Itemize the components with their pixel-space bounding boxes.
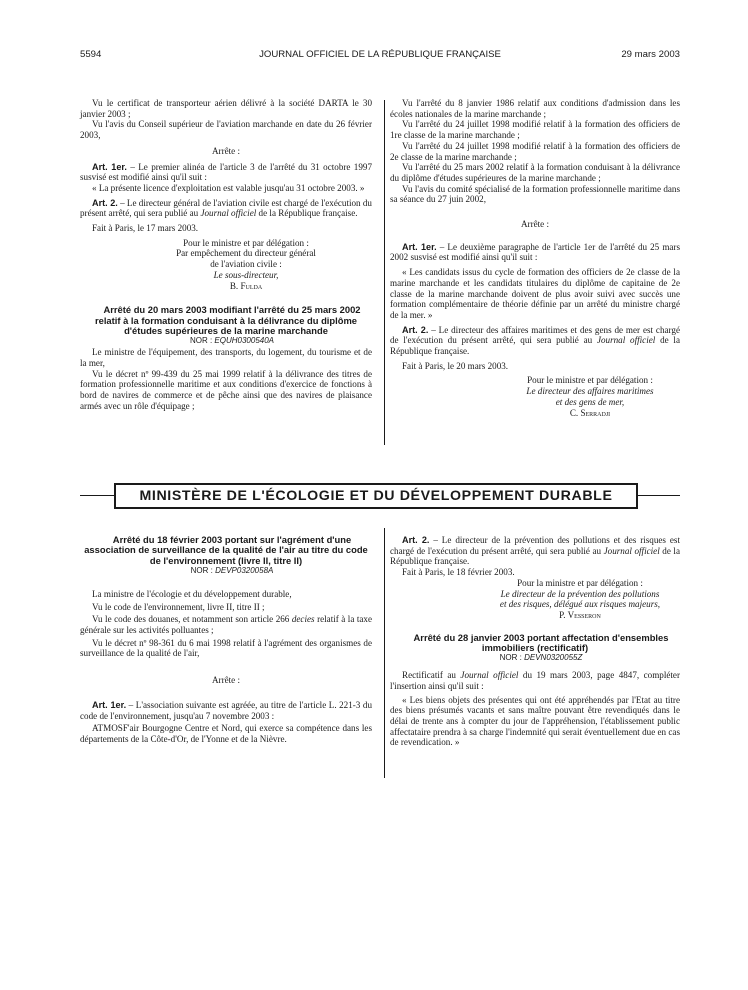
signature-role: Le directeur des affaires maritimes <box>526 386 654 397</box>
article-label: Art. 2. <box>402 535 430 545</box>
arrete-heading: Arrête : <box>520 219 550 230</box>
signature-role: et des risques, délégué aux risques majeurs, <box>499 599 661 610</box>
article-label: Art. 1er. <box>402 241 437 252</box>
paragraph: Vu l'avis du Conseil supérieur de l'aviation marchande en date du 26 février 2003, <box>80 119 372 141</box>
signature-block <box>390 578 680 621</box>
quote: « Les biens objets des présentes qui ont été appréhendés par l'Etat au titre des biens présumés vacants et sans maître pouvant être revendiqués dans le délai de trente ans à compter du jour de l'appréhension, l'établissement public affectataire prendra à sa charge l'indemnité qui serait éventuellement due en cas de revendication. » <box>390 694 680 748</box>
article-text: – Le directeur de la prévention des pollutions et des risques est chargé de l'exécution du présent arrêté, qui sera publié au <box>390 535 680 556</box>
article-label: Art. 2. <box>92 197 118 208</box>
paragraph: Vu le décret nº 98-361 du 6 mai 1998 relatif à l'agrément des organismes de surveillance de la qualité de l'air, <box>80 637 372 659</box>
arrete-heading: Arrête : <box>211 145 241 156</box>
signature-line <box>120 270 372 281</box>
quote: « La présente licence d'exploitation est valable jusqu'au 31 octobre 2003. » <box>92 182 365 193</box>
fait-line: Fait à Paris, le 18 février 2003. <box>402 567 515 578</box>
paragraph <box>80 614 372 635</box>
paragraph: Le ministre de l'équipement, des transports, du logement, du tourisme et de la mer, <box>80 347 372 368</box>
article-text: de la République française. <box>256 208 358 219</box>
article-label: Art. 1er. <box>92 161 127 172</box>
signature-line <box>500 386 680 397</box>
article-1 <box>80 700 372 721</box>
signature-name: C. Serradji <box>569 407 611 418</box>
signature-role: Le directeur de la prévention des pollutions <box>500 588 660 599</box>
signature-block <box>390 375 680 418</box>
section2-left-column <box>80 527 372 745</box>
article-text: – L'association suivante est agréée, au titre de l'article L. 221-3 du code de l'environnement, jusqu'au 7 novembre 2003 : <box>80 699 372 721</box>
paragraph: La ministre de l'écologie et du développement durable, <box>92 588 292 599</box>
signature-name: P. Vesseron <box>559 609 601 620</box>
nor-code: DEVN0320055Z <box>524 653 583 663</box>
ministry-banner <box>114 483 638 509</box>
paragraph: Vu le code de l'environnement, livre II, titre II ; <box>92 601 265 612</box>
paragraph: Vu l'arrêté du 24 juillet 1998 modifié relatif à la formation des officiers de 2e classe de la marine marchande ; <box>390 140 680 162</box>
article-1 <box>80 162 372 183</box>
paragraph: Vu le certificat de transporteur aérien délivré à la société DARTA le 30 janvier 2003 ; <box>80 98 372 119</box>
column-divider-top <box>384 100 385 445</box>
section2-right-column <box>390 535 680 748</box>
article-text: – Le deuxième paragraphe de l'article 1er de l'arrêté du 25 mars 2002 susvisé est modifié ainsi qu'il suit : <box>390 241 680 263</box>
fait-line: Fait à Paris, le 20 mars 2003. <box>402 360 509 371</box>
article-text: – Le premier alinéa de l'article 3 de l'arrêté du 31 octobre 1997 susvisé est modifié ainsi qu'il suit : <box>80 161 372 183</box>
paragraph-text: relatif à la taxe générale sur les activités polluantes ; <box>80 614 372 636</box>
fait-line: Fait à Paris, le 17 mars 2003. <box>92 223 199 234</box>
paragraph: Vu le décret nº 99-439 du 25 mai 1999 relatif à la délivrance des titres de formation professionnelle maritime et aux conditions d'exercice de fonctions à bord de navires de commerce et de pêche ainsi que des navires de plaisance armés avec un rôle d'équipage ; <box>80 368 372 411</box>
signature-name: B. Fulda <box>229 280 263 291</box>
signature-line: Par empêchement du directeur général <box>176 248 316 259</box>
journal-name: Journal officiel <box>596 335 656 346</box>
nor-label: NOR : <box>189 336 215 346</box>
decree-title: Arrêté du 20 mars 2003 modifiant l'arrêté du 25 mars 2002 relatif à la formation conduisant à la délivrance du diplôme d'études supérieures de la marine marchande <box>94 304 361 337</box>
signature-line: Pour le ministre et par délégation : <box>183 237 309 248</box>
paragraph <box>390 670 680 691</box>
paragraph-text: Vu le code des douanes, et notamment son article 266 <box>92 614 292 625</box>
article-label: Art. 2. <box>402 324 429 335</box>
paragraph-text: du 19 mars 2003, page 4847, compléter l'insertion ainsi qu'il suit : <box>390 670 680 691</box>
paragraph-text: Rectificatif au <box>402 670 461 681</box>
article-2 <box>390 535 680 567</box>
arrete-heading: Arrête : <box>211 675 241 686</box>
journal-name: Journal officiel <box>603 545 660 556</box>
decree-title: Arrêté du 18 février 2003 portant sur l'agrément d'une association de surveillance de la qualité de l'air au titre du code de l'environnement (livre II, titre II) <box>84 534 368 566</box>
journal-name: Journal officiel <box>460 670 519 681</box>
paragraph: Vu l'arrêté du 25 mars 2002 relatif à la formation conduisant à la délivrance du diplôme d'études supérieures de la marine marchande ; <box>390 162 680 183</box>
article-text: – Le directeur des affaires maritimes et des gens de mer est chargé de l'exécution du présent arrêté, qui sera publié au <box>390 324 680 346</box>
paragraph-italic: decies <box>291 614 315 625</box>
nor-reference <box>390 653 680 664</box>
signature-block <box>80 238 372 292</box>
ministry-name: MINISTÈRE DE L'ÉCOLOGIE ET DU DÉVELOPPEMENT DURABLE <box>139 488 613 504</box>
issue-date: 29 mars 2003 <box>621 49 680 60</box>
section1-left-column <box>80 98 372 411</box>
signature-role: et des gens de mer, <box>555 396 625 407</box>
page-header <box>80 50 680 64</box>
paragraph: ATMOSF'air Bourgogne Centre et Nord, qui exerce sa compétence dans les départements de la Côte-d'Or, de l'Yonne et de la Nièvre. <box>80 723 372 744</box>
column-divider-bottom <box>384 528 385 778</box>
nor-code: DEVP0320058A <box>215 566 274 576</box>
signature-role: Le sous-directeur, <box>213 269 279 280</box>
quote: « Les candidats issus du cycle de formation des officiers de 2e classe de la marine marchande et les candidats titulaires du diplôme de capitaine de 2e classe de la marine marchande doivent de plus avoir suivi avec succès une formation complémentaire de théorie définie par un arrêté du ministre chargé de la mer. » <box>390 267 680 320</box>
nor-label: NOR : <box>190 566 216 576</box>
signature-line <box>480 589 680 600</box>
signature-line: Pour le ministre et par délégation : <box>527 375 653 386</box>
article-text: de la République française. <box>390 545 680 567</box>
paragraph: Vu l'arrêté du 24 juillet 1998 modifié relatif à la formation des officiers de 1re classe de la marine marchande ; <box>390 119 680 141</box>
signature-line <box>500 397 680 408</box>
decree-title: Arrêté du 28 janvier 2003 portant affectation d'ensembles immobiliers (rectificatif) <box>413 631 669 654</box>
page-number: 5594 <box>80 49 102 60</box>
nor-reference <box>80 566 372 577</box>
nor-reference <box>80 336 372 347</box>
article-label: Art. 1er. <box>92 699 127 710</box>
signature-line <box>480 599 680 610</box>
article-text: – Le directeur général de l'aviation civile est chargé de l'exécution du présent arrêté, qui sera publié au <box>80 197 372 219</box>
section1-right-column <box>390 98 680 418</box>
signature-line: Pour la ministre et par délégation : <box>517 577 643 588</box>
article-1 <box>390 242 680 263</box>
article-2 <box>80 198 372 219</box>
journal-title: JOURNAL OFFICIEL DE LA RÉPUBLIQUE FRANÇAISE <box>259 49 501 60</box>
nor-code: EQUH0300540A <box>214 336 275 346</box>
journal-name: Journal officiel <box>200 208 257 219</box>
paragraph: Vu l'arrêté du 8 janvier 1986 relatif aux conditions d'admission dans les écoles nationales de la marine marchande ; <box>390 98 680 119</box>
paragraph: Vu l'avis du comité spécialisé de la formation professionnelle maritime dans sa séance du 27 juin 2002, <box>390 183 680 205</box>
signature-line: de l'aviation civile : <box>210 259 282 270</box>
nor-label: NOR : <box>499 653 525 663</box>
article-text: de la République française. <box>390 335 680 357</box>
article-2 <box>390 325 680 357</box>
